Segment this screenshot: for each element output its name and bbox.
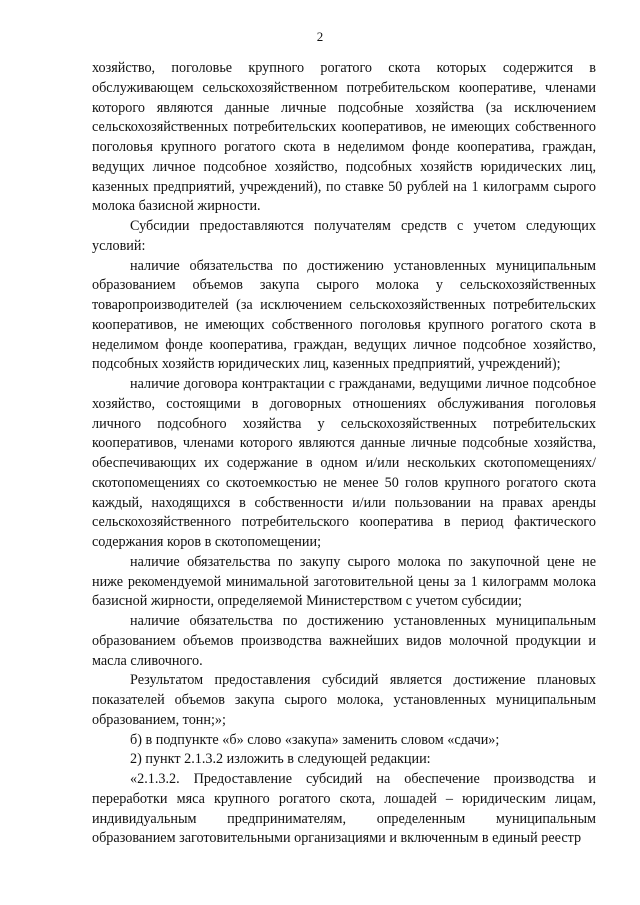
page-number: 2 — [316, 29, 324, 44]
paragraph: наличие договора контрактации с гражданами, ведущими личное подсобное хозяйство, состоящими в договорных отношениях обслуживания поголовья личного подсобного хозяйства у сельскохозяйственных потребительских кооперативов, членами которого являются данные личные подсобные хозяйства, обеспечивающих их содержание в одном и/или нескольких скотопомещениях/скотопомещениях со скотоемкостью не менее 50 голов крупного рогатого скота каждый, находящихся в собственности и/или пользовании на правах аренды сельскохозяйственного потребительского кооператива в период фактического содержания коров в скотопомещении; — [92, 376, 596, 550]
paragraph: Результатом предоставления субсидий является достижение плановых показателей объемов закупа сырого молока, установленных муниципальным образованием, тонн;»; — [92, 672, 596, 728]
paragraph: «2.1.3.2. Предоставление субсидий на обеспечение производства и переработки мяса крупного рогатого скота, лошадей – юридическим лицам, индивидуальным предпринимателям, определенным муниципальным образованием заготовительными организациями и включенным в единый реестр — [92, 771, 596, 847]
paragraph: Субсидии предоставляются получателям средств с учетом следующих условий: — [92, 218, 596, 254]
paragraph: б) в подпункте «б» слово «закупа» заменить словом «сдачи»; — [130, 731, 500, 748]
paragraph: наличие обязательства по достижению установленных муниципальным образованием объемов производства важнейших видов молочной продукции и масла сливочного. — [92, 613, 596, 669]
paragraph: наличие обязательства по закупу сырого молока по закупочной цене не ниже рекомендуемой минимальной заготовительной цены за 1 килограмм молока базисной жирности, определяемой Министерством с учетом субсидии; — [92, 553, 596, 610]
paragraph: хозяйство, поголовье крупного рогатого скота которых содержится в обслуживающем сельскохозяйственном потребительском кооперативе, членами которого являются данные личные подсобные хозяйства (за исключением сельскохозяйственных потребительских кооперативов, не имеющих собственного поголовья крупного рогатого скота в неделимом фонде кооператива, граждан, ведущих личное подсобное хозяйство, подсобных хозяйств юридических лиц, казенных предприятий, учреждений), по ставке 50 рублей на 1 килограмм сырого молока базисной жирности. — [92, 60, 596, 215]
document-body — [92, 59, 596, 849]
paragraph: 2) пункт 2.1.3.2 изложить в следующей редакции: — [130, 751, 431, 768]
paragraph: наличие обязательства по достижению установленных муниципальным образованием объемов закупа сырого молока у сельскохозяйственных товаропроизводителей (за исключением сельскохозяйственных потребительских кооперативов, не имеющих собственного поголовья крупного рогатого скота в неделимом фонде кооператива, граждан, ведущих личное подсобное хозяйство, подсобных хозяйств юридических лиц, казенных предприятий, учреждений); — [92, 257, 596, 373]
